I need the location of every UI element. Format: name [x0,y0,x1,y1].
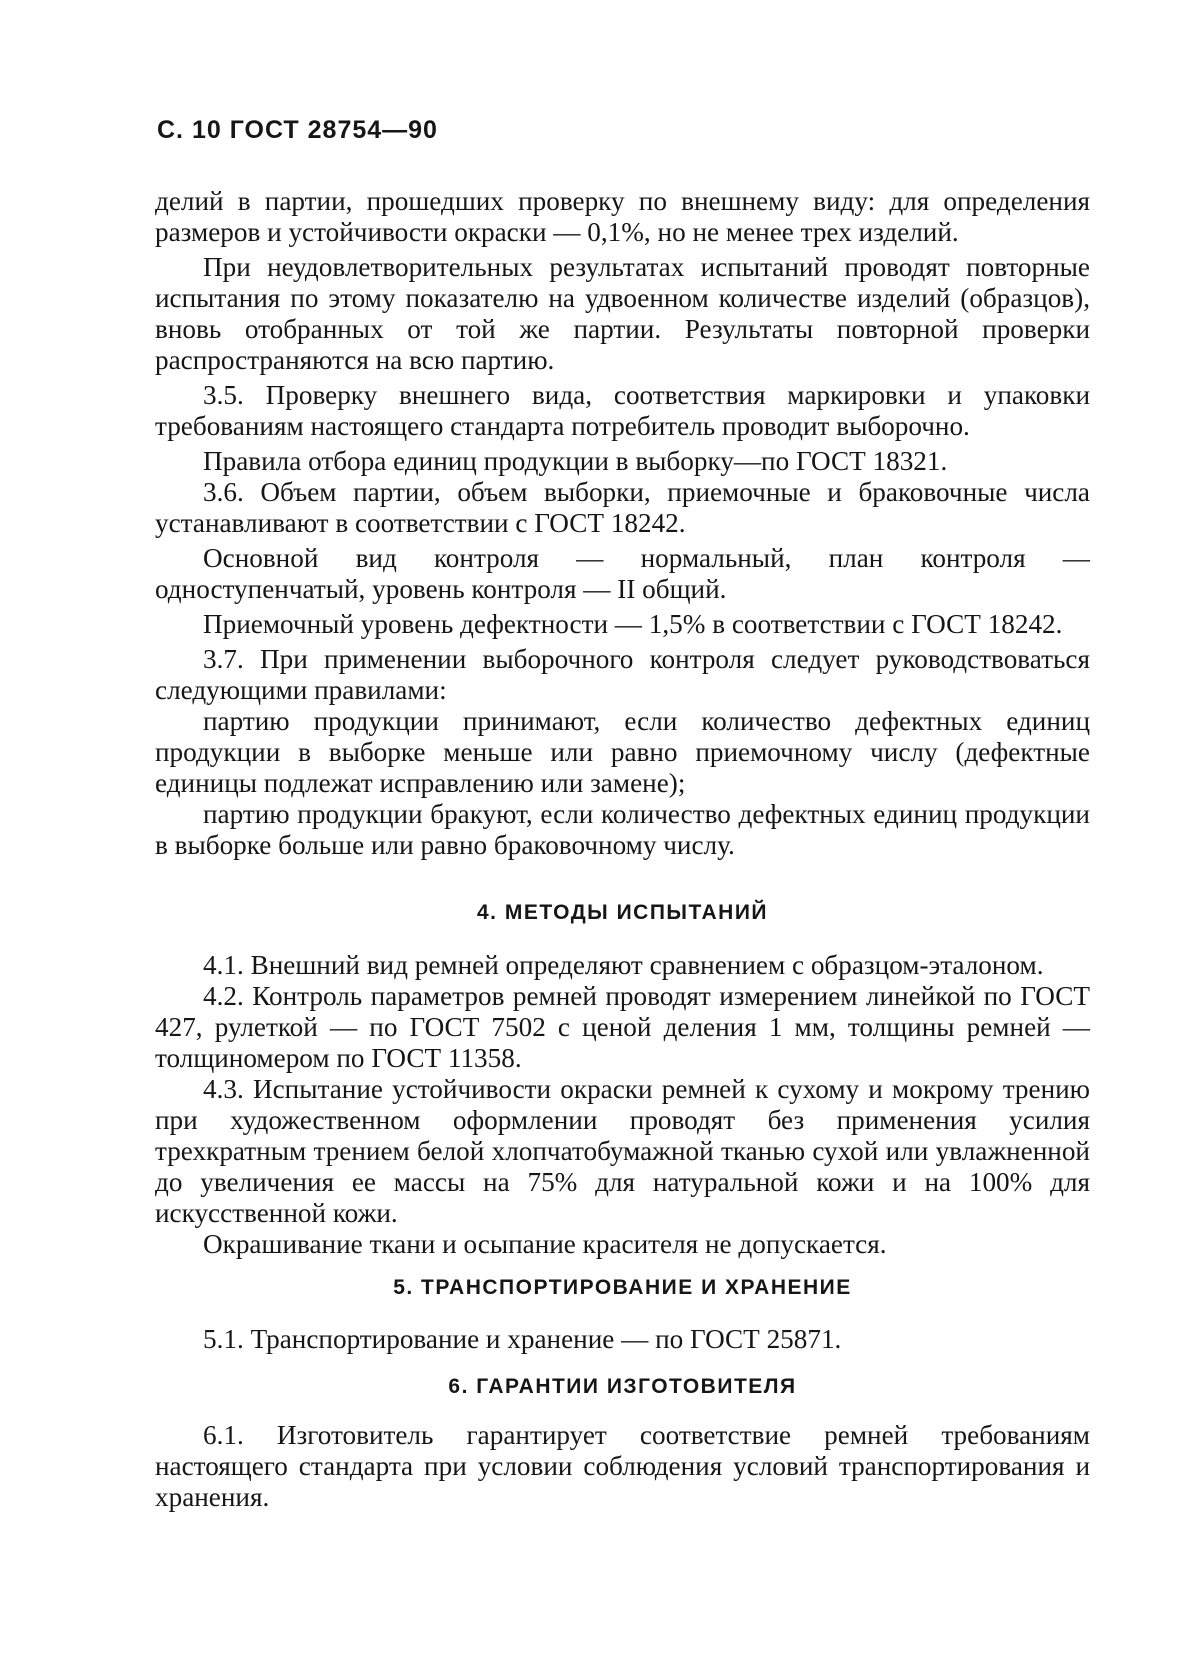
clause-4-3: 4.3. Испытание устойчивости окраски ремней к сухому и мокрому трению при художественном оформлении проводят без применения усилия трехкратным трением белой хлопчатобумажной тканью сухой или увлажненной до увеличения ее массы на 75% для натуральной кожи и на 100% для искусственной кожи. [155,1074,1090,1228]
paragraph-repeat-tests: При неудовлетворительных результатах испытаний проводят повторные испытания по этому показателю на удвоенном количестве изделий (образцов), вновь отобранных от той же партии. Результаты повторной проверки распространяются на всю партию. [155,252,1090,375]
clause-4-2: 4.2. Контроль параметров ремней проводят измерением линейкой по ГОСТ 427, рулеткой — по ГОСТ 7502 с ценой деления 1 мм, толщины ремней — толщиномером по ГОСТ 11358. [155,981,1090,1073]
clause-6-1: 6.1. Изготовитель гарантирует соответствие ремней требованиям настоящего стандарта при условии соблюдения условий транспортирования и хранения. [155,1420,1090,1512]
section-5-title: 5. ТРАНСПОРТИРОВАНИЕ И ХРАНЕНИЕ [393,1276,852,1299]
paragraph-defect-level: Приемочный уровень дефектности — 1,5% в соответствии с ГОСТ 18242. [203,609,1063,639]
clause-4-1: 4.1. Внешний вид ремней определяют сравнением с образцом-эталоном. [203,950,1044,980]
clause-3-6: 3.6. Объем партии, объем выборки, приемочные и браковочные числа устанавливают в соответствии с ГОСТ 18242. [155,477,1090,538]
clause-3-5: 3.5. Проверку внешнего вида, соответствия маркировки и упаковки требованиям настоящего стандарта потребитель проводит выборочно. [155,380,1090,441]
rule-reject-batch: партию продукции бракуют, если количество дефектных единиц продукции в выборке больше или равно браковочному числу. [155,799,1090,860]
paragraph-continuation: делий в партии, прошедших проверку по внешнему виду: для определения размеров и устойчивости окраски — 0,1%, но не менее трех изделий. [155,186,1090,247]
page-header: С. 10 ГОСТ 28754—90 [157,116,438,144]
paragraph-sampling-rules: Правила отбора единиц продукции в выборку—по ГОСТ 18321. [203,446,948,476]
section-6-title: 6. ГАРАНТИИ ИЗГОТОВИТЕЛЯ [448,1375,797,1398]
document-body [155,186,1090,1513]
paragraph-control-type: Основной вид контроля — нормальный, план контроля — одноступенчатый, уровень контроля — II общий. [155,543,1090,604]
rule-accept-batch: партию продукции принимают, если количество дефектных единиц продукции в выборке меньше или равно приемочному числу (дефектные единицы подлежат исправлению или замене); [155,706,1090,798]
section-4-title: 4. МЕТОДЫ ИСПЫТАНИЙ [477,901,768,924]
clause-3-7: 3.7. При применении выборочного контроля следует руководствоваться следующими правилами: [155,644,1090,705]
clause-5-1: 5.1. Транспортирование и хранение — по ГОСТ 25871. [203,1324,842,1354]
paragraph-staining: Окрашивание ткани и осыпание красителя не допускается. [203,1229,887,1259]
